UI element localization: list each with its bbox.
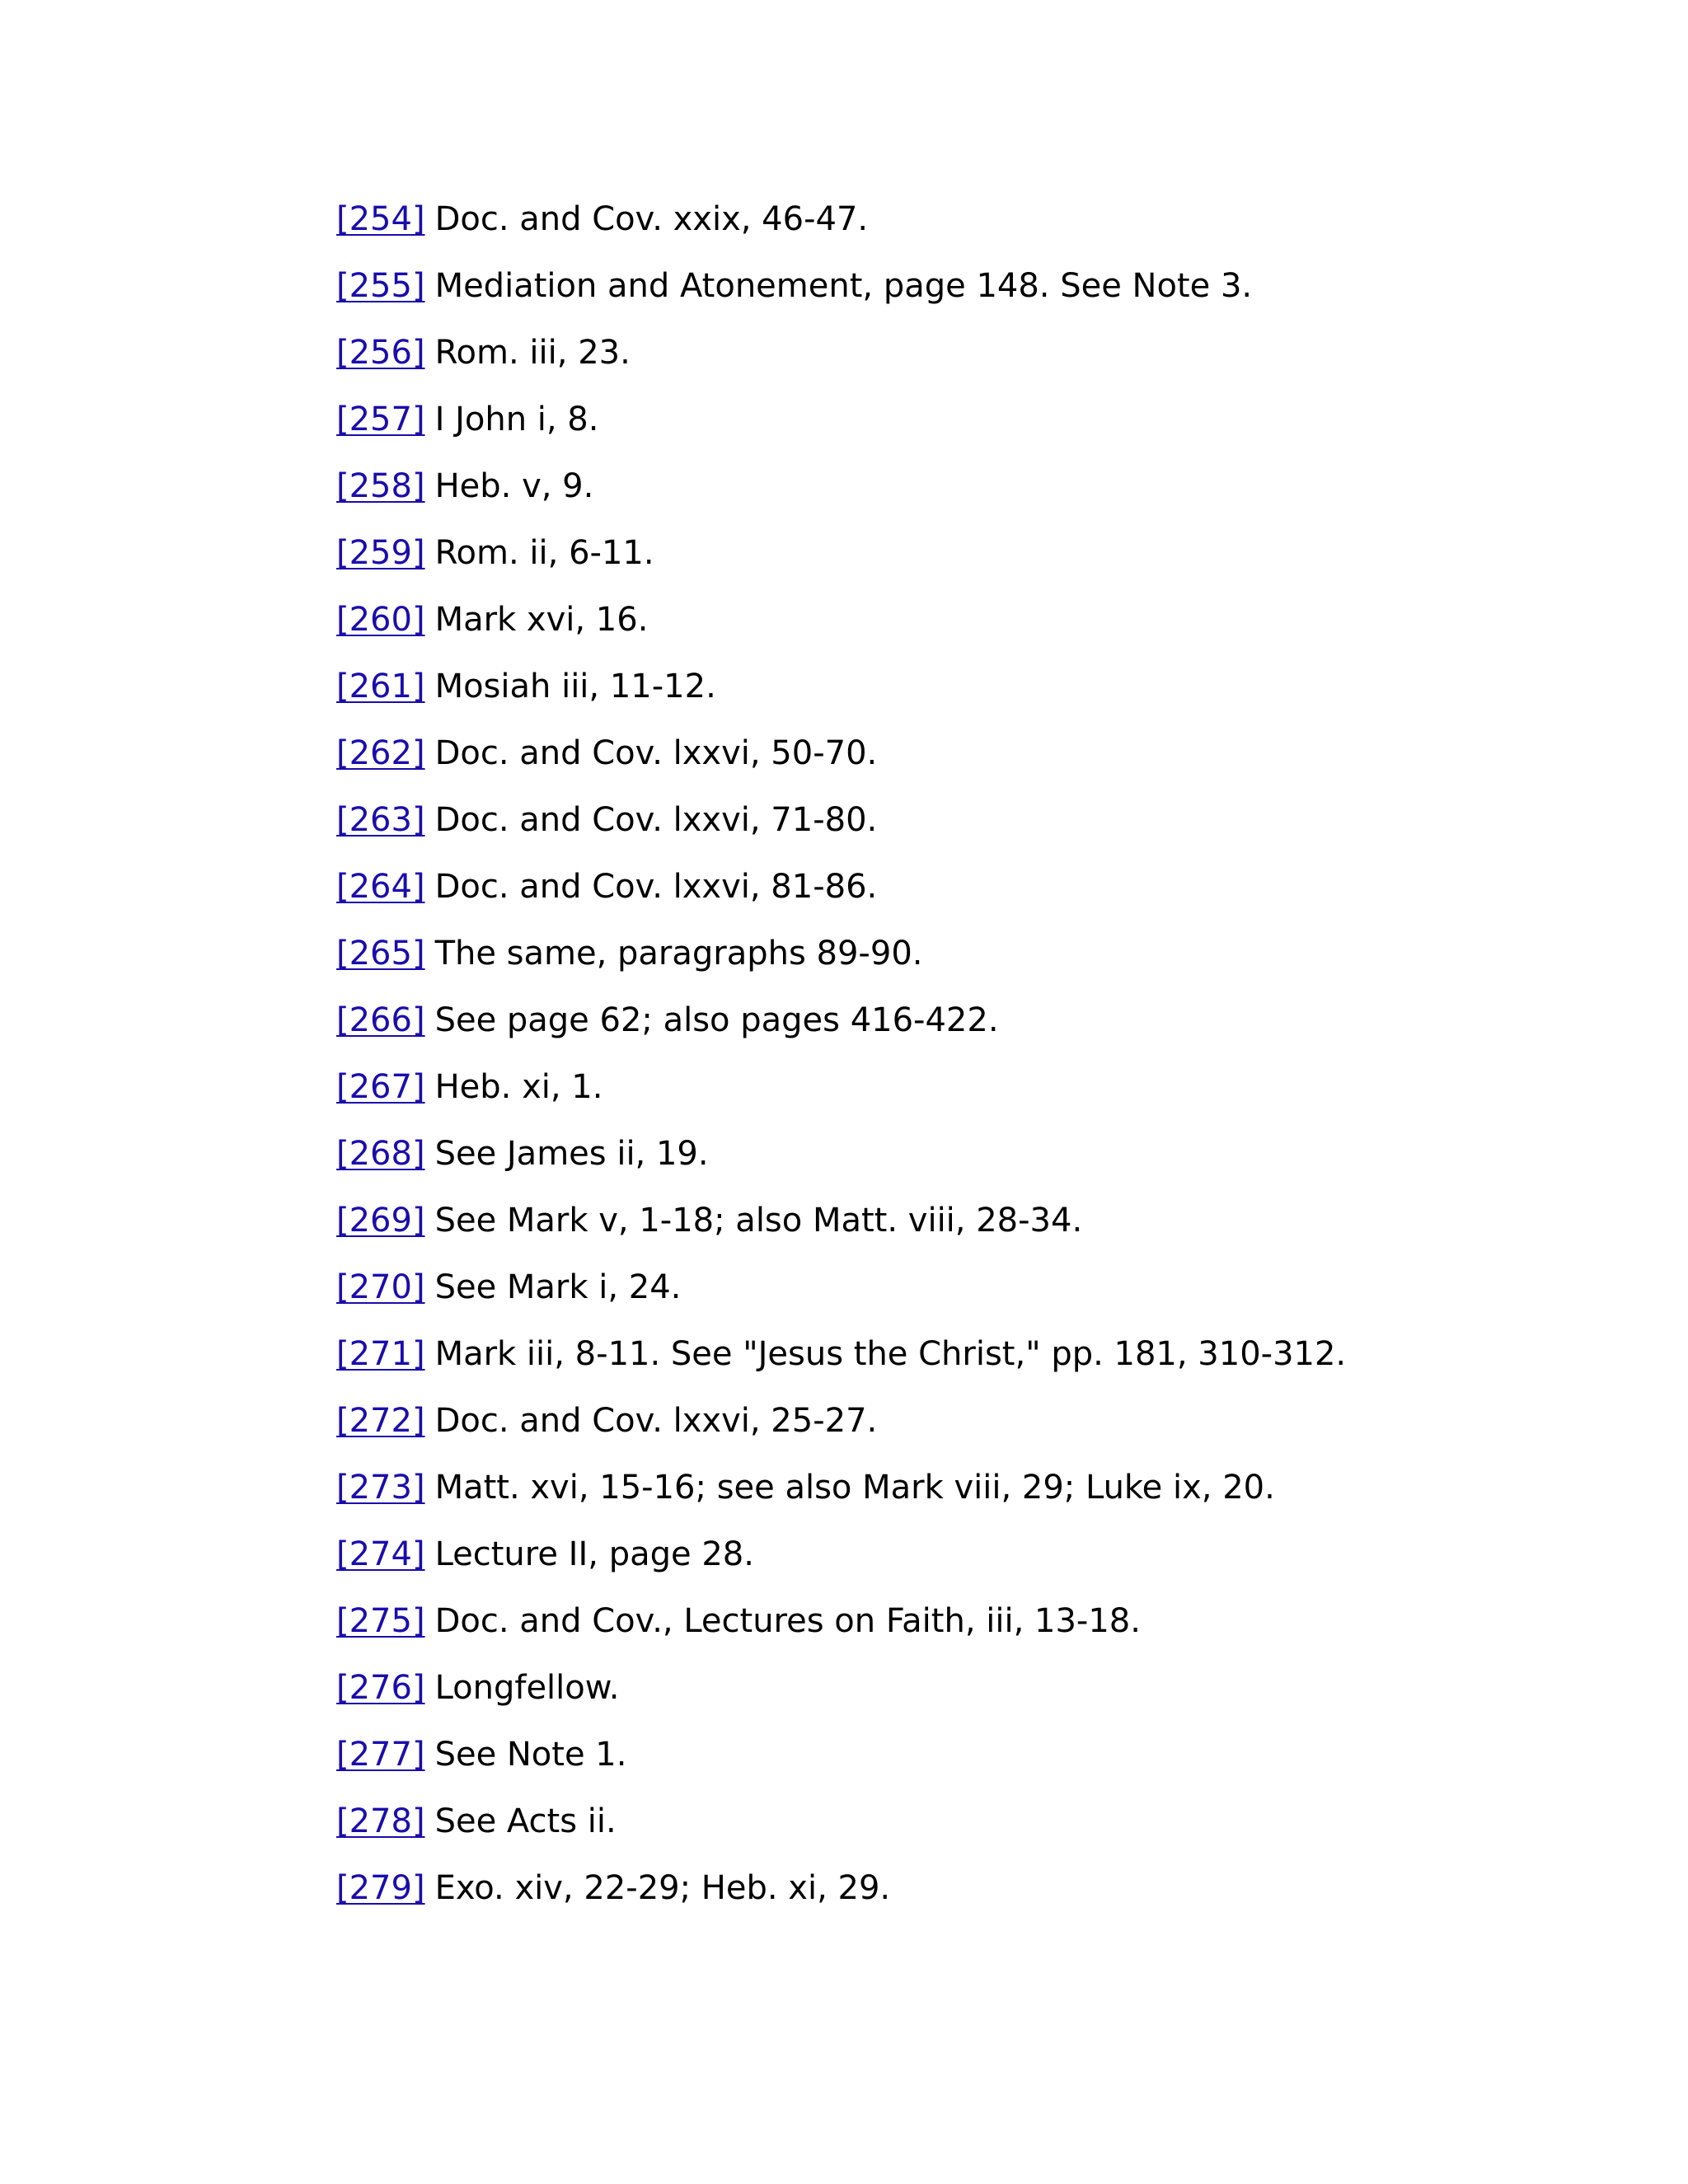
footnote-text: See Acts ii. (434, 1802, 617, 1840)
footnote-text: See Note 1. (434, 1736, 627, 1774)
footnote-text: Doc. and Cov. xxix, 46-47. (434, 200, 869, 238)
footnote-item (336, 1131, 1622, 1197)
footnote-text: Heb. xi, 1. (434, 1068, 603, 1106)
footnote-ref-link[interactable]: [276] (336, 1669, 425, 1707)
footnote-text: Doc. and Cov., Lectures on Faith, iii, 13-18. (434, 1602, 1141, 1640)
footnote-ref-link[interactable]: [258] (336, 467, 425, 505)
footnote-item (336, 663, 1622, 730)
footnote-text: See James ii, 19. (434, 1135, 709, 1173)
footnote-ref-link[interactable]: [254] (336, 200, 425, 238)
footnote-item (336, 263, 1622, 330)
footnote-item (336, 730, 1622, 797)
footnote-text: I John i, 8. (434, 401, 599, 438)
footnote-text: Lecture II, page 28. (434, 1535, 754, 1573)
footnote-ref-link[interactable]: [255] (336, 267, 425, 305)
footnote-ref-link[interactable]: [261] (336, 668, 425, 705)
footnote-ref-link[interactable]: [262] (336, 734, 425, 772)
footnote-item (336, 1732, 1622, 1798)
footnote-ref-link[interactable]: [263] (336, 801, 425, 839)
footnote-ref-link[interactable]: [277] (336, 1736, 425, 1774)
footnote-item (336, 463, 1622, 530)
footnote-item (336, 330, 1622, 396)
footnote-item (336, 1598, 1622, 1665)
footnote-text: Rom. ii, 6-11. (434, 534, 654, 572)
footnote-item (336, 530, 1622, 597)
footnote-ref-link[interactable]: [279] (336, 1869, 425, 1907)
footnote-text: Doc. and Cov. lxxvi, 25-27. (434, 1402, 878, 1440)
footnote-text: Doc. and Cov. lxxvi, 71-80. (434, 801, 878, 839)
footnote-item (336, 930, 1622, 997)
footnote-ref-link[interactable]: [260] (336, 601, 425, 639)
footnote-ref-link[interactable]: [271] (336, 1335, 425, 1373)
footnote-item (336, 864, 1622, 930)
footnote-item (336, 1531, 1622, 1598)
footnote-text: Longfellow. (434, 1669, 620, 1707)
footnote-ref-link[interactable]: [275] (336, 1602, 425, 1640)
footnote-text: See Mark i, 24. (434, 1268, 682, 1306)
footnote-text: Rom. iii, 23. (434, 334, 631, 372)
footnote-ref-link[interactable]: [257] (336, 401, 425, 438)
footnote-text: Mediation and Atonement, page 148. See Note 3. (434, 267, 1253, 305)
footnote-item (336, 597, 1622, 663)
footnote-ref-link[interactable]: [267] (336, 1068, 425, 1106)
footnote-text: See page 62; also pages 416-422. (434, 1001, 999, 1039)
footnote-text: Mark xvi, 16. (434, 601, 649, 639)
footnote-item (336, 1465, 1622, 1531)
footnote-ref-link[interactable]: [278] (336, 1802, 425, 1840)
footnote-list (336, 196, 1622, 1932)
footnote-text: Mark iii, 8-11. See "Jesus the Christ," pp. 181, 310-312. (434, 1335, 1347, 1373)
footnote-ref-link[interactable]: [259] (336, 534, 425, 572)
footnote-text: Heb. v, 9. (434, 467, 594, 505)
footnote-ref-link[interactable]: [268] (336, 1135, 425, 1173)
footnote-item (336, 1398, 1622, 1465)
footnote-ref-link[interactable]: [273] (336, 1469, 425, 1507)
footnote-text: See Mark v, 1-18; also Matt. viii, 28-34. (434, 1202, 1083, 1240)
footnote-text: Doc. and Cov. lxxvi, 50-70. (434, 734, 878, 772)
footnote-item (336, 1331, 1622, 1398)
footnote-item (336, 1197, 1622, 1264)
footnote-ref-link[interactable]: [256] (336, 334, 425, 372)
footnote-ref-link[interactable]: [274] (336, 1535, 425, 1573)
footnote-ref-link[interactable]: [266] (336, 1001, 425, 1039)
footnote-item (336, 1865, 1622, 1932)
footnote-ref-link[interactable]: [265] (336, 935, 425, 972)
footnote-text: Matt. xvi, 15-16; see also Mark viii, 29; Luke ix, 20. (434, 1469, 1275, 1507)
footnote-text: Exo. xiv, 22-29; Heb. xi, 29. (434, 1869, 891, 1907)
footnote-item (336, 196, 1622, 263)
footnote-item (336, 1798, 1622, 1865)
footnote-ref-link[interactable]: [272] (336, 1402, 425, 1440)
footnote-ref-link[interactable]: [270] (336, 1268, 425, 1306)
footnote-text: The same, paragraphs 89-90. (434, 935, 923, 972)
footnote-item (336, 1064, 1622, 1131)
footnote-item (336, 396, 1622, 463)
footnote-text: Doc. and Cov. lxxvi, 81-86. (434, 868, 878, 906)
footnote-item (336, 1264, 1622, 1331)
footnote-item (336, 797, 1622, 864)
footnote-ref-link[interactable]: [269] (336, 1202, 425, 1240)
footnote-item (336, 997, 1622, 1064)
footnote-ref-link[interactable]: [264] (336, 868, 425, 906)
footnote-text: Mosiah iii, 11-12. (434, 668, 716, 705)
footnote-item (336, 1665, 1622, 1732)
